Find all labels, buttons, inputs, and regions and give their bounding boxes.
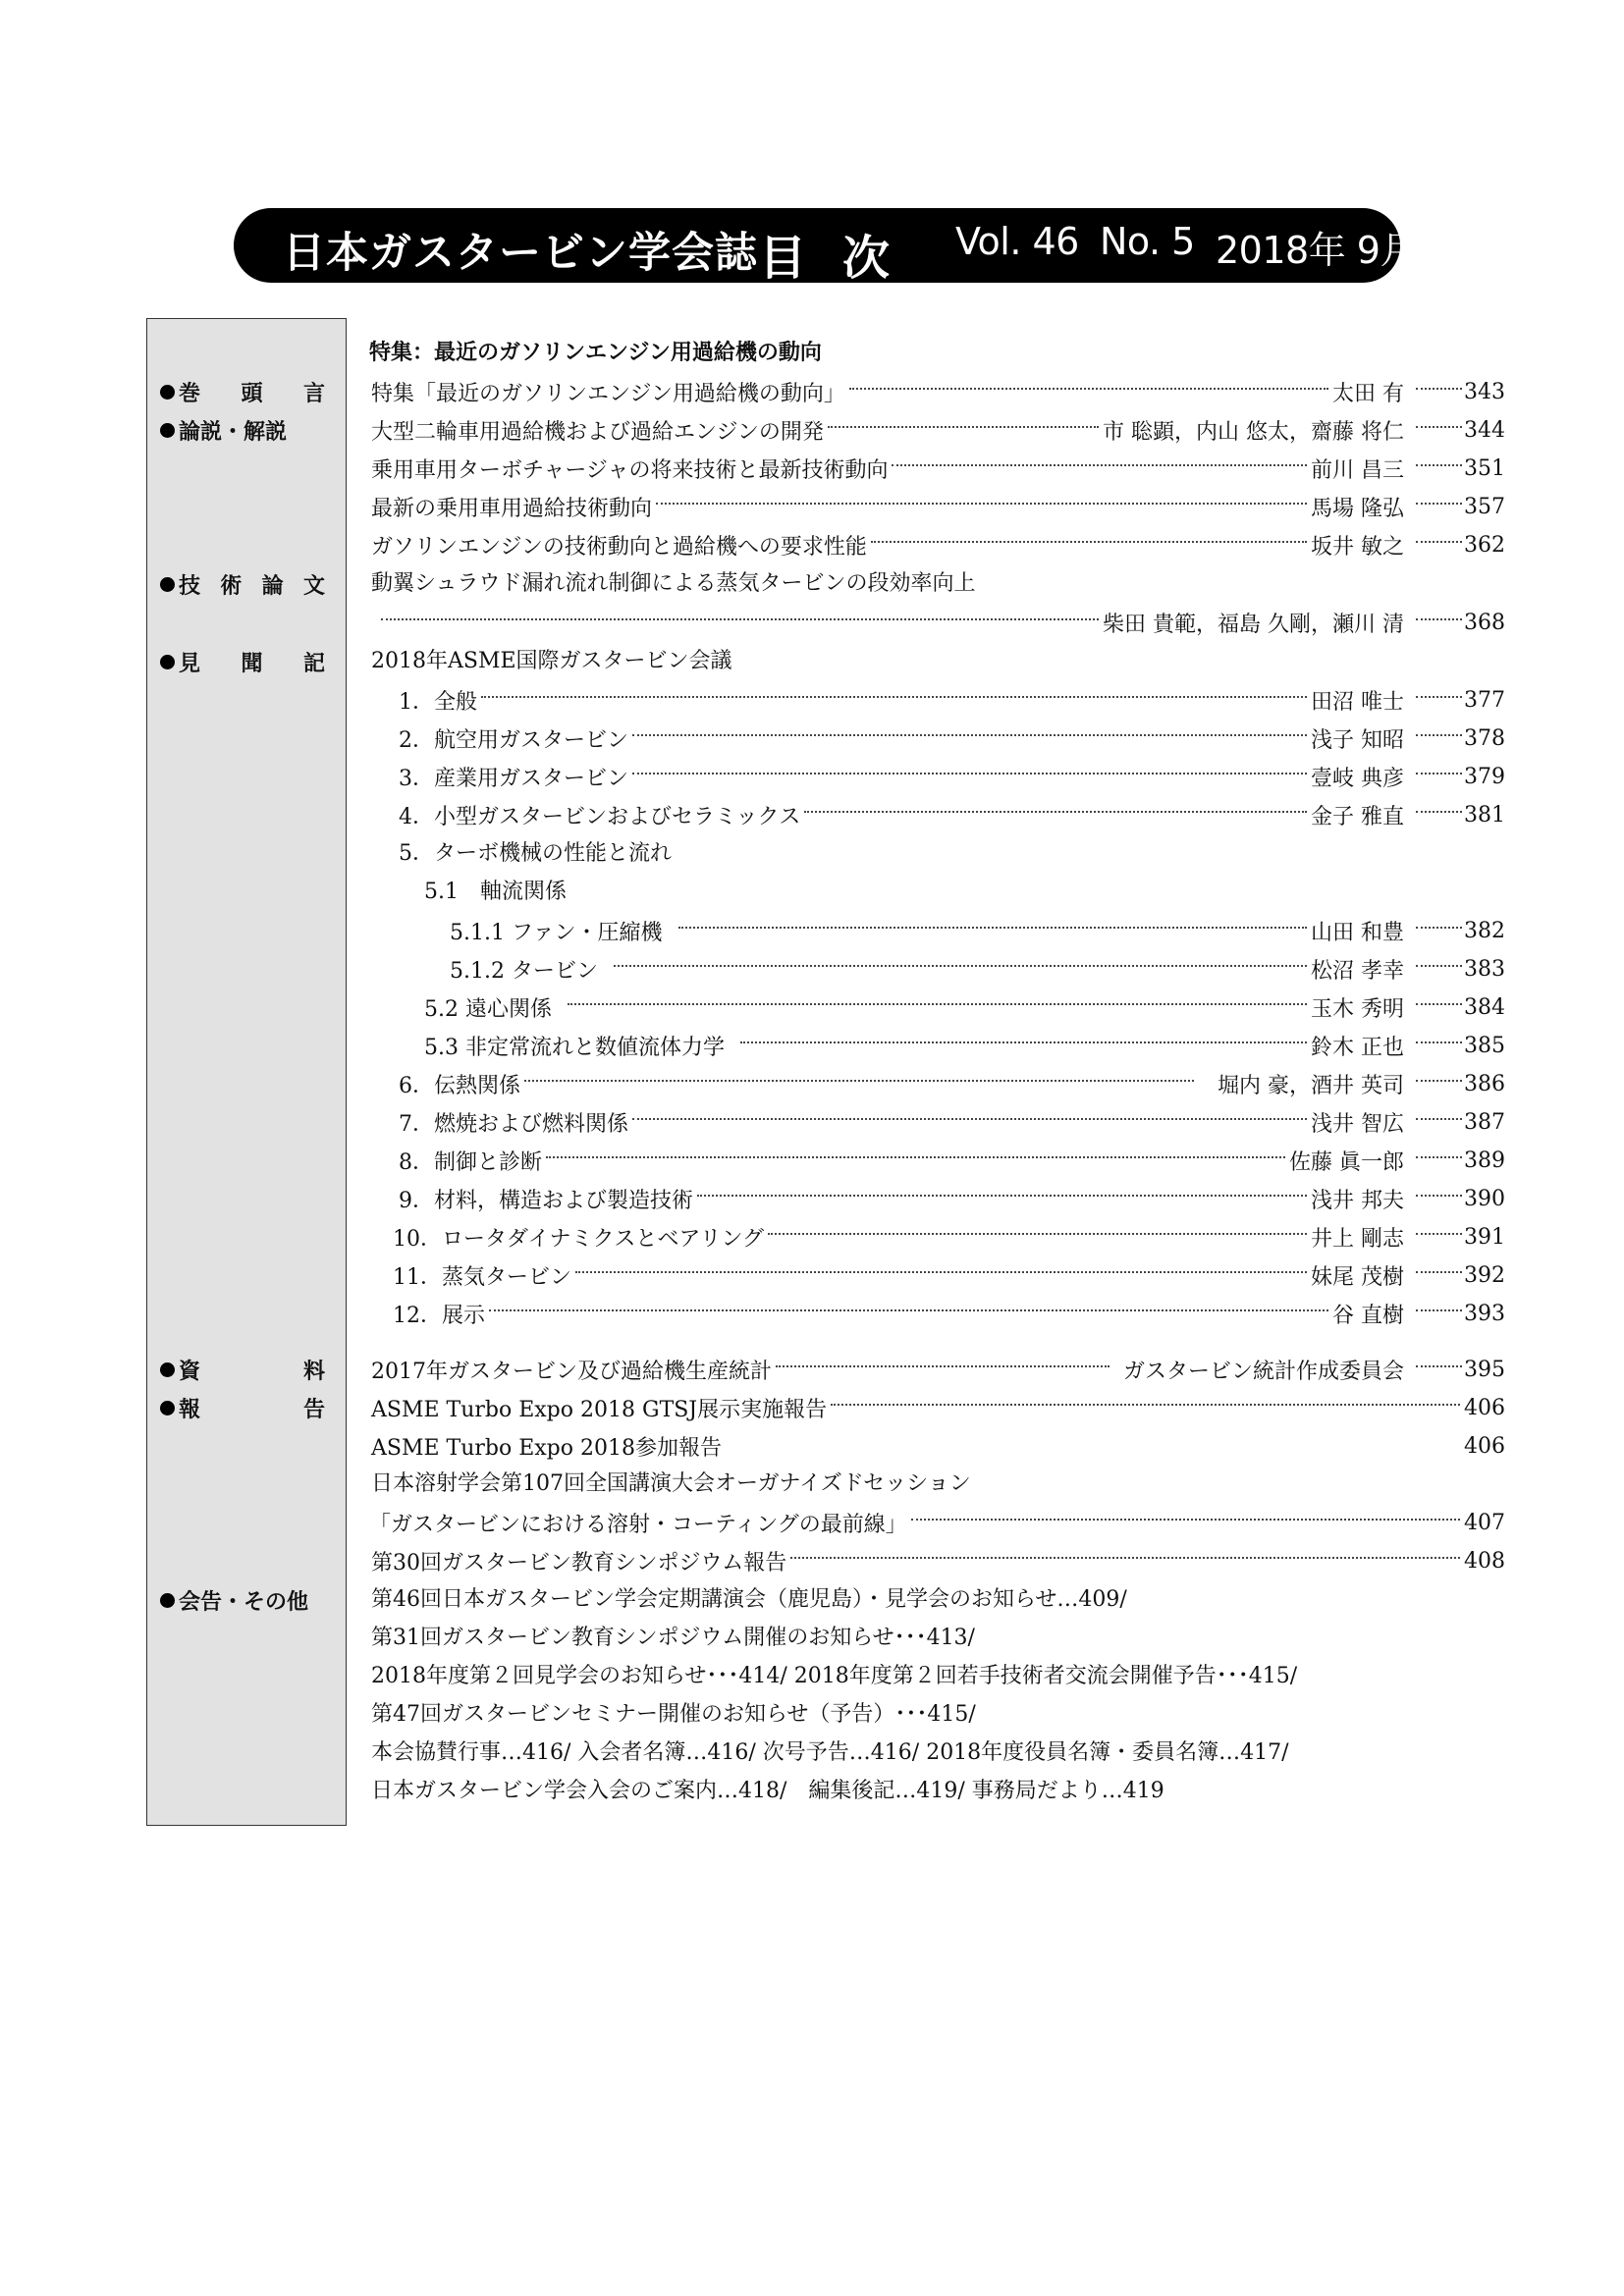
notice-line[interactable]: 2018年度第２回見学会のお知らせ･･･414/ 2018年度第２回若手技術者交流会開催予告･･･415/ — [371, 1664, 1298, 1688]
issue-date: 2018年 9月 — [1216, 229, 1417, 272]
toc-entry[interactable]: 5.2 遠心関係 玉木 秀明 384 — [424, 994, 1505, 1022]
toc-entry[interactable]: 大型二輪車用過給機および過給エンジンの開発 市 聡顕，内山 悠太，齋藤 将仁 344 — [371, 417, 1505, 445]
bullet-icon — [160, 655, 175, 669]
bullet-icon — [160, 577, 175, 592]
special-feature-heading: 特集：最近のガソリンエンジン用過給機の動向 — [369, 341, 822, 365]
toc-entry[interactable]: 11．蒸気タービン 妹尾 茂樹 392 — [393, 1262, 1505, 1290]
toc-entry-title[interactable]: 動翼シュラウド漏れ流れ制御による蒸気タービンの段効率向上 — [371, 571, 976, 596]
toc-entry[interactable]: 「ガスタービンにおける溶射・コーティングの最前線」 407 — [369, 1510, 1505, 1537]
toc-header-banner — [234, 208, 1417, 286]
notice-line[interactable]: 第46回日本ガスタービン学会定期講演会（鹿児島）・見学会のお知らせ…409/ — [371, 1587, 1127, 1612]
toc-entry[interactable]: 特集「最近のガソリンエンジン用過給機の動向」 太田 有 343 — [371, 379, 1505, 406]
bullet-icon — [160, 1593, 175, 1608]
category-gijutsu: 技 術 論 文 — [160, 566, 325, 602]
toc-entry[interactable]: 9．材料，構造および製造技術 浅井 邦夫 390 — [399, 1186, 1505, 1213]
notice-line[interactable]: 本会協賛行事…416/ 入会者名簿…416/ 次号予告…416/ 2018年度役員名簿・委員名簿…417/ — [371, 1740, 1289, 1765]
toc-entry-title[interactable]: 日本溶射学会第107回全国講演大会オーガナイズドセッション — [371, 1471, 971, 1496]
notice-line[interactable]: 第47回ガスタービンセミナー開催のお知らせ（予告）･･･415/ — [371, 1702, 976, 1727]
toc-entry[interactable]: 3．産業用ガスタービン 壹岐 典彦 379 — [399, 764, 1505, 791]
volume: Vol. 46 — [955, 220, 1079, 263]
toc-subheading[interactable]: 5.1 軸流関係 — [424, 880, 567, 904]
notice-line[interactable]: 第31回ガスタービン教育シンポジウム開催のお知らせ･･･413/ — [371, 1626, 975, 1650]
toc-entry[interactable]: 2017年ガスタービン及び過給機生産統計 ガスタービン統計作成委員会 395 — [371, 1357, 1505, 1384]
bullet-icon — [160, 1362, 175, 1377]
bullet-icon — [160, 423, 175, 438]
notice-line[interactable]: 日本ガスタービン学会入会のご案内…418/ 編集後記…419/ 事務局だより…419 — [371, 1779, 1164, 1803]
category-shiryo: 資 料 — [160, 1352, 325, 1387]
toc-subheading[interactable]: 5．ターボ機械の性能と流れ — [399, 841, 672, 866]
toc-entry[interactable]: 8．制御と診断 佐藤 眞一郎 389 — [399, 1148, 1505, 1175]
journal-title: 日本ガスタービン学会誌 — [283, 229, 758, 278]
category-hokoku: 報 告 — [160, 1390, 325, 1425]
toc-entry[interactable]: ガソリンエンジンの技術動向と過給機への要求性能 坂井 敏之 362 — [371, 532, 1505, 560]
toc-entry[interactable]: 1．全般 田沼 唯士 377 — [399, 687, 1505, 715]
toc-entry-title[interactable]: 2018年ASME国際ガスタービン会議 — [371, 649, 732, 673]
toc-entry[interactable]: 10．ロータダイナミクスとベアリング 井上 剛志 391 — [393, 1224, 1505, 1252]
toc-entry[interactable]: 2．航空用ガスタービン 浅子 知昭 378 — [399, 725, 1505, 753]
toc-entry[interactable]: 最新の乗用車用過給技術動向 馬場 隆弘 357 — [371, 494, 1505, 521]
bullet-icon — [160, 1401, 175, 1415]
toc-entry[interactable]: 4．小型ガスタービンおよびセラミックス 金子 雅直 381 — [399, 802, 1505, 829]
category-kenbunki: 見 聞 記 — [160, 644, 325, 679]
toc-heading-moku: 目 — [759, 231, 807, 286]
toc-entry[interactable]: 第30回ガスタービン教育シンポジウム報告 408 — [371, 1548, 1505, 1575]
toc-entry[interactable]: 5.3 非定常流れと数値流体力学 鈴木 正也 385 — [424, 1033, 1505, 1060]
category-kantougen: 巻 頭 言 — [160, 374, 325, 409]
toc-entry[interactable]: 12．展示 谷 直樹 393 — [393, 1301, 1505, 1328]
category-kaikoku: 会告・その他 — [160, 1582, 325, 1618]
toc-entry[interactable]: 7．燃焼および燃料関係 浅井 智広 387 — [399, 1109, 1505, 1137]
toc-heading-ji: 次 — [842, 231, 891, 286]
toc-entry[interactable]: ASME Turbo Expo 2018 GTSJ展示実施報告 406 — [371, 1395, 1505, 1422]
toc-entry[interactable]: ASME Turbo Expo 2018参加報告 406 — [371, 1433, 1505, 1461]
issue-number: No. 5 — [1100, 220, 1195, 263]
toc-entry[interactable]: 6．伝熱関係 堀内 豪，酒井 英司 386 — [399, 1071, 1505, 1098]
toc-entry[interactable]: 5.1.1 ファン・圧縮機 山田 和豊 382 — [450, 918, 1505, 945]
toc-entry[interactable]: 乗用車用ターボチャージャの将来技術と最新技術動向 前川 昌三 351 — [371, 455, 1505, 483]
toc-entry[interactable]: 柴田 貴範，福島 久剛，瀬川 清 368 — [381, 605, 1505, 640]
toc-entry[interactable]: 5.1.2 タービン 松沼 孝幸 383 — [450, 956, 1505, 984]
category-ronsetsu: 論説・解説 — [160, 412, 325, 448]
bullet-icon — [160, 385, 175, 400]
